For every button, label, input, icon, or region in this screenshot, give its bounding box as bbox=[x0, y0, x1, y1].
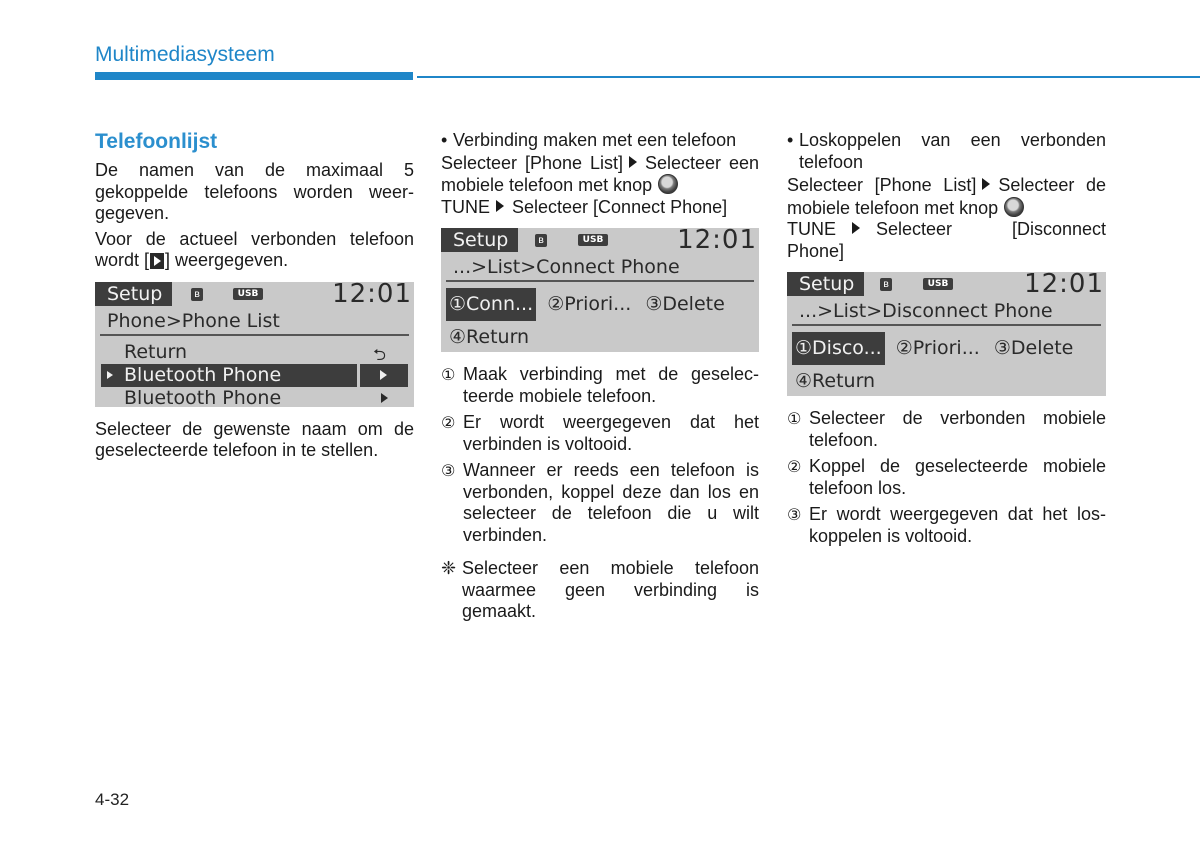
display-screen-connect-phone bbox=[441, 225, 759, 352]
header-bar-thin bbox=[417, 76, 1200, 78]
bluetooth-icon: ʙ bbox=[191, 288, 203, 301]
header-title: Multimediasysteem bbox=[95, 43, 275, 66]
menu-path: ...>List>Connect Phone bbox=[446, 252, 754, 282]
display-screen-phone-list bbox=[95, 278, 414, 409]
bullet-heading bbox=[441, 130, 759, 152]
setup-tab: Setup bbox=[787, 272, 864, 296]
bullet-heading bbox=[787, 130, 1106, 173]
text: Selecteer [Disconnect Phone] bbox=[787, 219, 1106, 261]
text: Selecteer een mobiele telefoon met knop bbox=[441, 152, 759, 195]
usb-icon: USB bbox=[923, 278, 953, 290]
text: Selecteer de mobiele telefoon met knop bbox=[787, 175, 1106, 218]
item-text: Koppel de geselecteerde mobiele telefoon los. bbox=[809, 456, 1106, 498]
note-text: Selecteer een mobiele telefoon waarmee geen verbinding is gemaakt. bbox=[462, 558, 759, 621]
option-disconnect[interactable]: ①Disco... bbox=[792, 332, 885, 365]
paragraph bbox=[95, 229, 414, 272]
option-connect[interactable]: ①Conn... bbox=[446, 288, 536, 321]
heading-text: Loskoppelen van een verbonden telefoon bbox=[799, 130, 1106, 172]
paragraph: Selecteer de gewenste naam om de geselecteerde telefoon in te stellen. bbox=[95, 418, 414, 460]
page-number: 4-32 bbox=[95, 790, 130, 809]
option-priority[interactable]: ②Priori... bbox=[895, 337, 980, 359]
item-text: Er wordt weergegeven dat het verbinden is voltooid. bbox=[463, 412, 759, 454]
options-row bbox=[787, 365, 1106, 398]
option-delete[interactable]: ③Delete bbox=[645, 293, 725, 315]
item-text: Selecteer de verbonden mobiele telefoon. bbox=[809, 408, 1106, 450]
clock: 12:01 bbox=[677, 225, 757, 255]
column-connect-phone bbox=[441, 130, 759, 623]
clock: 12:01 bbox=[1024, 269, 1104, 299]
column-phone-list bbox=[95, 130, 414, 462]
text: ] weergegeven. bbox=[165, 250, 289, 270]
selected-arrow-icon bbox=[107, 371, 113, 379]
column-disconnect-phone bbox=[787, 130, 1106, 547]
text: TUNE bbox=[441, 196, 490, 217]
list-item bbox=[787, 456, 1106, 499]
tune-knob-icon bbox=[658, 174, 678, 194]
item-number: ③ bbox=[787, 505, 802, 524]
note-icon: ❈ bbox=[441, 558, 457, 579]
list-item bbox=[441, 412, 759, 455]
item-number: ① bbox=[787, 409, 802, 428]
text: TUNE bbox=[787, 219, 836, 239]
play-button-icon bbox=[150, 253, 164, 269]
item-text: Er wordt weergegeven dat het los-koppelen is voltooid. bbox=[809, 504, 1106, 546]
instruction bbox=[441, 153, 759, 219]
arrow-right-icon bbox=[496, 200, 504, 212]
bluetooth-icon: ʙ bbox=[880, 278, 892, 291]
options-row bbox=[441, 288, 759, 321]
row-label: Return bbox=[124, 340, 188, 363]
option-return[interactable]: ④Return bbox=[449, 326, 530, 348]
clock: 12:01 bbox=[332, 278, 412, 309]
list-item bbox=[441, 364, 759, 407]
options-row bbox=[441, 321, 759, 354]
text: Selecteer [Phone List] bbox=[787, 175, 977, 195]
options-row bbox=[787, 332, 1106, 365]
chevron-right-icon bbox=[357, 364, 408, 387]
item-number: ② bbox=[441, 413, 456, 432]
menu-row-bluetooth-phone-selected[interactable] bbox=[101, 364, 408, 387]
chevron-right-icon bbox=[381, 393, 388, 403]
arrow-right-icon bbox=[982, 178, 990, 190]
bluetooth-icon: ʙ bbox=[535, 234, 547, 247]
list-item bbox=[787, 504, 1106, 547]
option-delete[interactable]: ③Delete bbox=[993, 337, 1074, 359]
paragraph: De namen van de maximaal 5 gekoppelde telefoons worden weer-gegeven. bbox=[95, 160, 414, 223]
tune-knob-icon bbox=[1004, 197, 1024, 217]
menu-row-return[interactable] bbox=[101, 341, 408, 364]
item-text: Wanneer er reeds een telefoon is verbonden, koppel deze dan los en selecteer de telefoon die u wilt verbinden. bbox=[463, 460, 759, 545]
section-title: Telefoonlijst bbox=[95, 130, 218, 153]
return-icon: ⮌ bbox=[373, 344, 386, 364]
note bbox=[441, 558, 759, 623]
option-return[interactable]: ④Return bbox=[795, 370, 876, 392]
item-number: ② bbox=[787, 457, 802, 476]
item-number: ③ bbox=[441, 461, 456, 480]
row-label: Bluetooth Phone bbox=[124, 386, 282, 409]
setup-tab: Setup bbox=[441, 228, 518, 252]
bullet: • bbox=[787, 130, 794, 150]
arrow-right-icon bbox=[629, 156, 637, 168]
item-text: Maak verbinding met de geselec-teerde mobiele telefoon. bbox=[463, 364, 759, 406]
option-priority[interactable]: ②Priori... bbox=[547, 293, 632, 315]
menu-path: Phone>Phone List bbox=[100, 306, 409, 336]
usb-icon: USB bbox=[233, 288, 263, 300]
setup-tab: Setup bbox=[95, 282, 172, 306]
list-item bbox=[787, 408, 1106, 451]
text: Selecteer [Connect Phone] bbox=[512, 196, 728, 217]
display-screen-disconnect-phone bbox=[787, 269, 1106, 396]
list-item bbox=[441, 460, 759, 546]
item-number: ① bbox=[441, 365, 456, 384]
header-bar-thick bbox=[95, 72, 413, 80]
menu-row-bluetooth-phone[interactable] bbox=[101, 387, 408, 410]
text: Selecteer [Phone List] bbox=[441, 152, 623, 173]
usb-icon: USB bbox=[578, 234, 608, 246]
menu-path: ...>List>Disconnect Phone bbox=[792, 296, 1101, 326]
heading-text: Verbinding maken met een telefoon bbox=[453, 130, 737, 150]
text: Voor de actueel verbonden telefoon wordt [ bbox=[95, 228, 414, 270]
instruction bbox=[787, 175, 1106, 262]
bullet: • bbox=[441, 130, 448, 150]
row-label: Bluetooth Phone bbox=[124, 363, 282, 386]
arrow-right-icon bbox=[852, 222, 860, 234]
